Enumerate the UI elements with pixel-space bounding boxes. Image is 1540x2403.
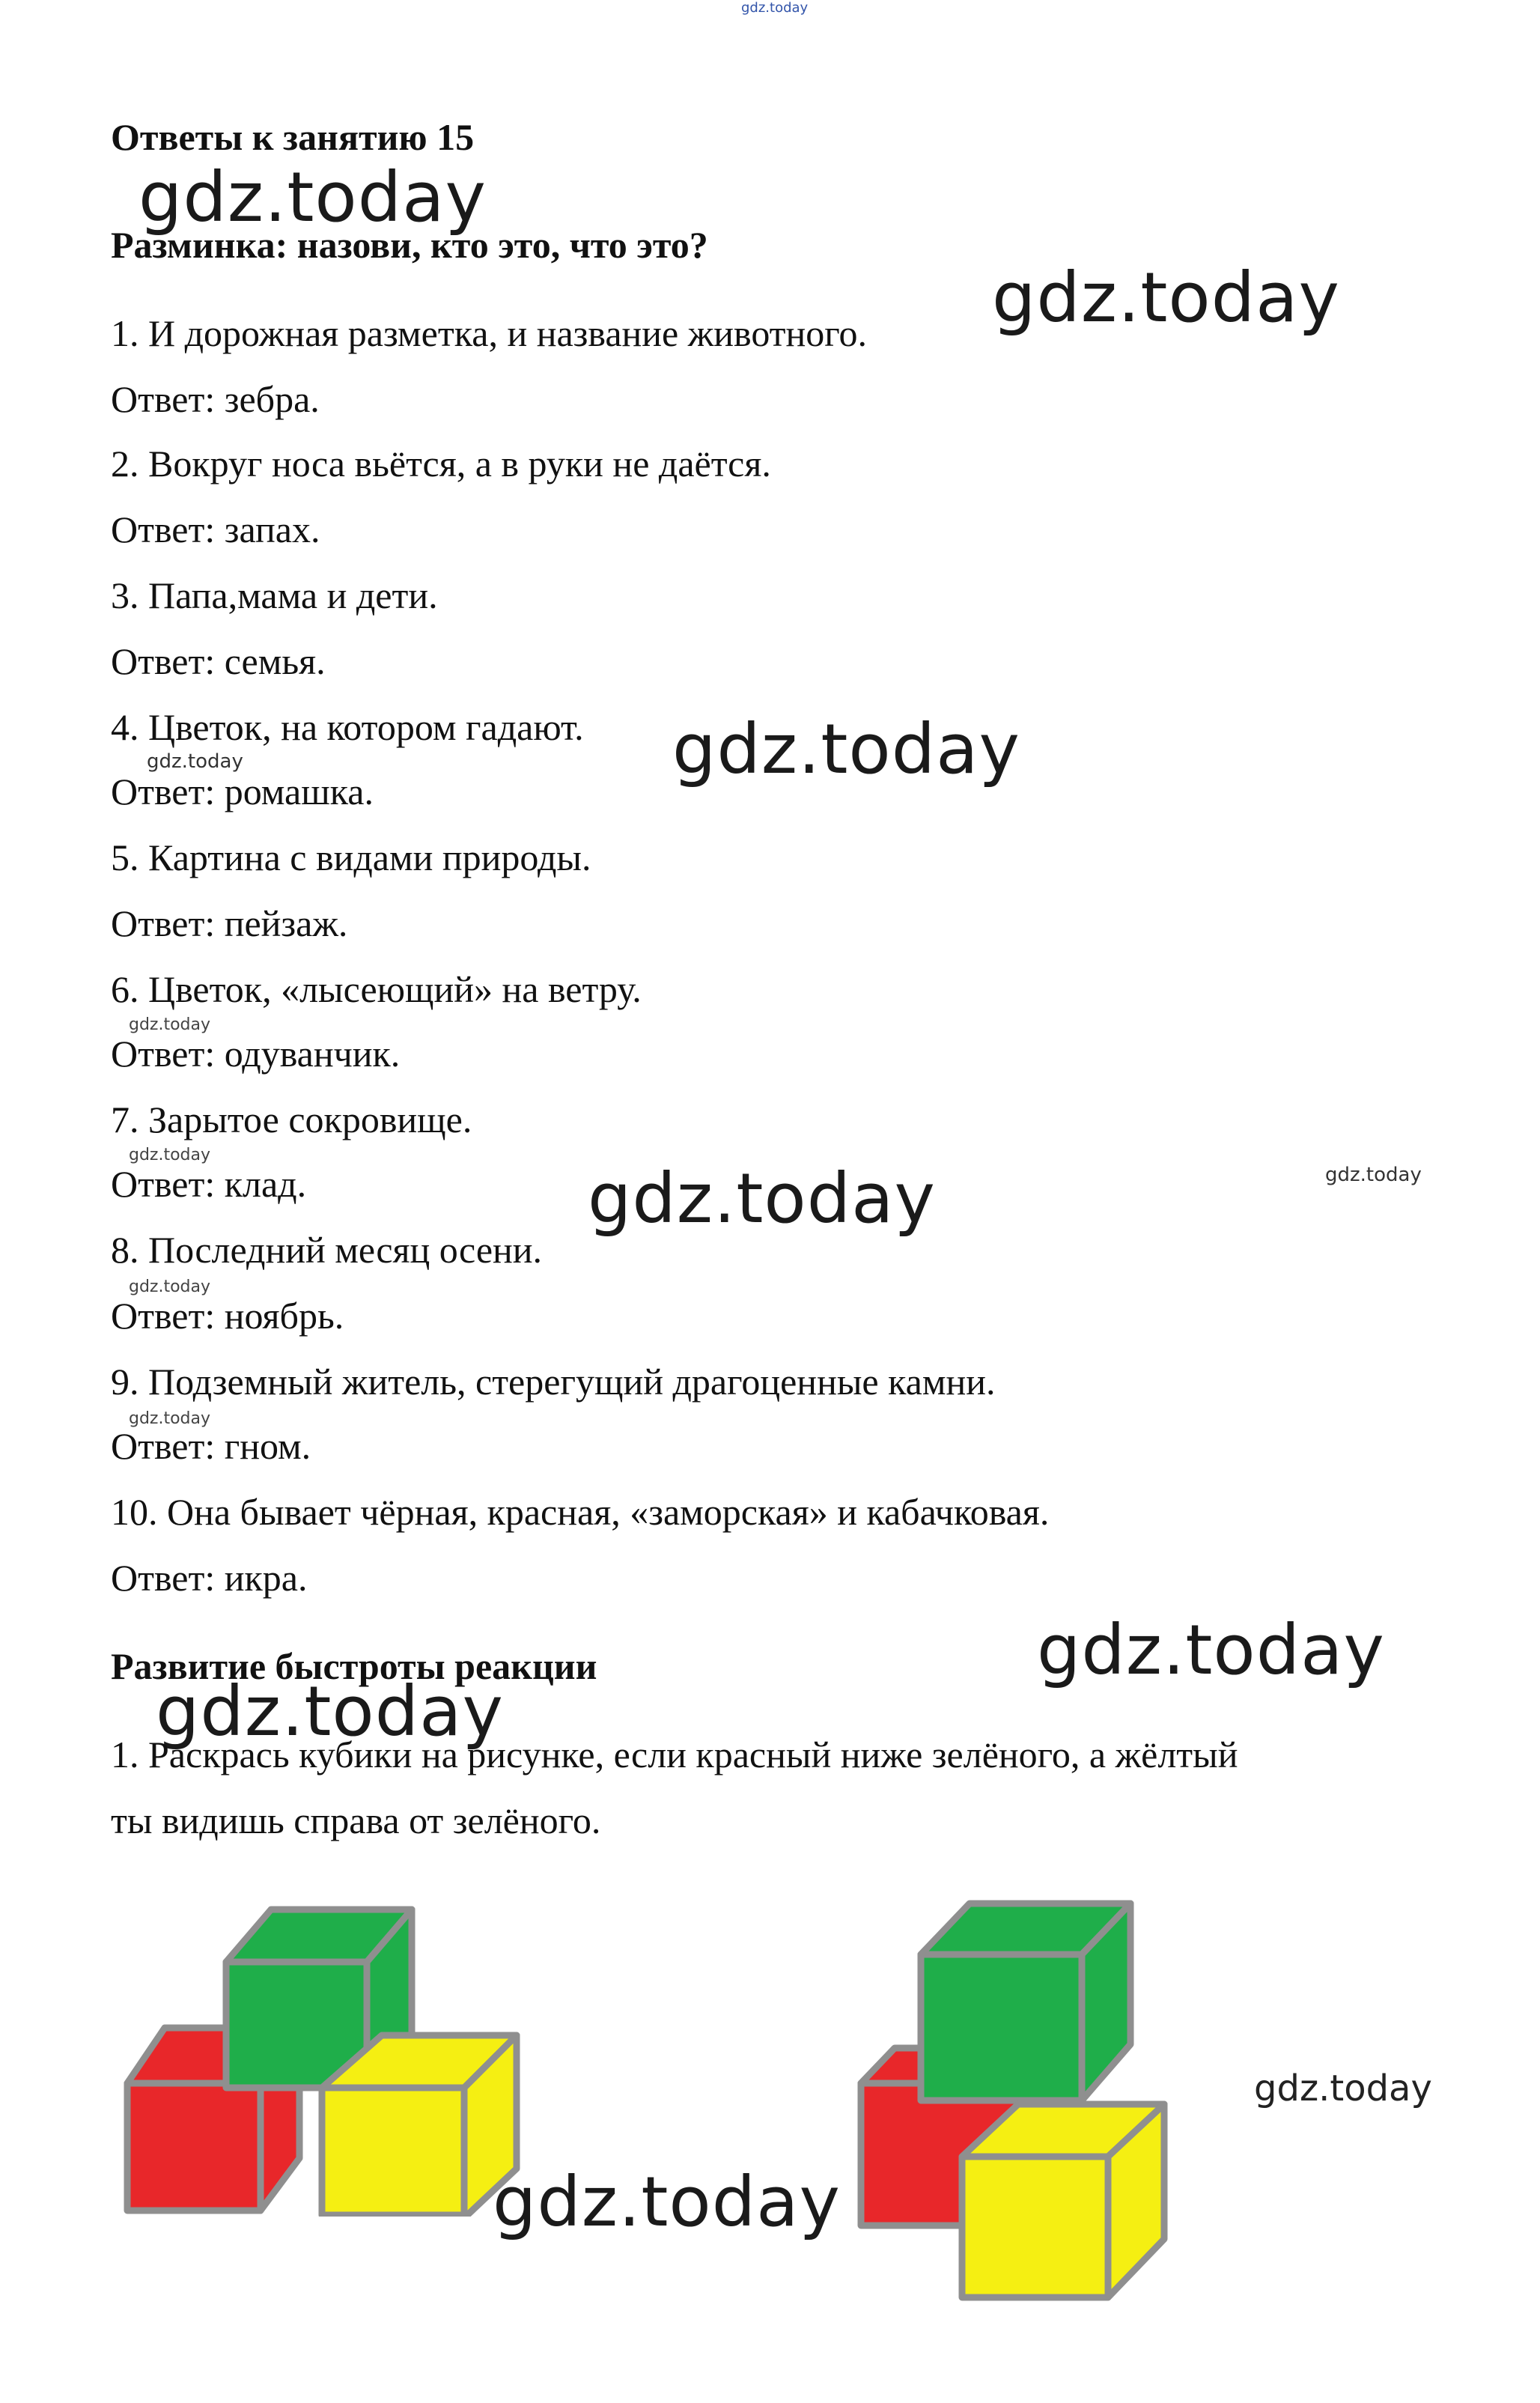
riddle-answer: Ответ: зебра.: [111, 378, 320, 420]
riddle-answer: Ответ: запах.: [111, 508, 320, 550]
watermark: gdz.today: [1037, 1610, 1385, 1690]
cubes-right: [850, 1887, 1194, 2306]
riddle-question: 1. И дорожная разметка, и название животного.: [111, 312, 868, 354]
task-text-line1: 1. Раскрась кубики на рисунке, если красный ниже зелёного, а жёлтый: [111, 1734, 1238, 1775]
watermark: gdz.today: [588, 1158, 936, 1239]
green-cube-front: [921, 1954, 1082, 2100]
riddle-question: 4. Цветок, на котором гадают.: [111, 706, 584, 748]
riddle-answer: Ответ: гном.: [111, 1425, 311, 1467]
watermark: gdz.today: [129, 1015, 211, 1034]
page-title: Ответы к занятию 15: [111, 116, 475, 158]
riddle-question: 8. Последний месяц осени.: [111, 1229, 543, 1271]
watermark: gdz.today: [493, 2162, 841, 2242]
watermark: gdz.today: [1325, 1164, 1422, 1186]
task-text-line2: ты видишь справа от зелёного.: [111, 1799, 601, 1841]
red-cube-front: [127, 2083, 261, 2211]
riddle-answer: Ответ: пейзаж.: [111, 902, 348, 944]
reaction-heading: Развитие быстроты реакции: [111, 1645, 597, 1687]
watermark: gdz.today: [156, 1671, 504, 1752]
riddle-question: 7. Зарытое сокровище.: [111, 1099, 472, 1140]
watermark: gdz.today: [129, 1278, 211, 1296]
riddle-question: 5. Картина с видами природы.: [111, 836, 591, 878]
riddle-question: 3. Папа,мама и дети.: [111, 574, 438, 616]
riddle-answer: Ответ: икра.: [111, 1557, 308, 1599]
warmup-heading: Разминка: назови, кто это, что это?: [111, 224, 708, 266]
watermark: gdz.today: [129, 1146, 211, 1164]
riddle-answer: Ответ: ноябрь.: [111, 1295, 344, 1337]
watermark-top: gdz.today: [741, 0, 809, 16]
riddle-question: 9. Подземный житель, стерегущий драгоценные камни.: [111, 1361, 996, 1403]
cubes-left: [112, 1887, 532, 2217]
riddle-question: 10. Она бывает чёрная, красная, «заморская» и кабачковая.: [111, 1491, 1050, 1533]
riddle-answer: Ответ: одуванчик.: [111, 1033, 401, 1075]
watermark: gdz.today: [139, 157, 487, 237]
riddle-question: 6. Цветок, «лысеющий» на ветру.: [111, 968, 642, 1010]
watermark: gdz.today: [1254, 2068, 1432, 2109]
watermark: gdz.today: [147, 750, 243, 773]
watermark: gdz.today: [992, 258, 1340, 338]
watermark: gdz.today: [672, 709, 1020, 789]
riddle-answer: Ответ: клад.: [111, 1163, 307, 1205]
yellow-cube-front: [322, 2088, 464, 2215]
riddle-answer: Ответ: ромашка.: [111, 771, 374, 812]
watermark: gdz.today: [129, 1409, 211, 1428]
riddle-answer: Ответ: семья.: [111, 640, 326, 682]
yellow-cube-front: [962, 2157, 1108, 2297]
riddle-question: 2. Вокруг носа вьётся, а в руки не даётся.: [111, 443, 771, 484]
